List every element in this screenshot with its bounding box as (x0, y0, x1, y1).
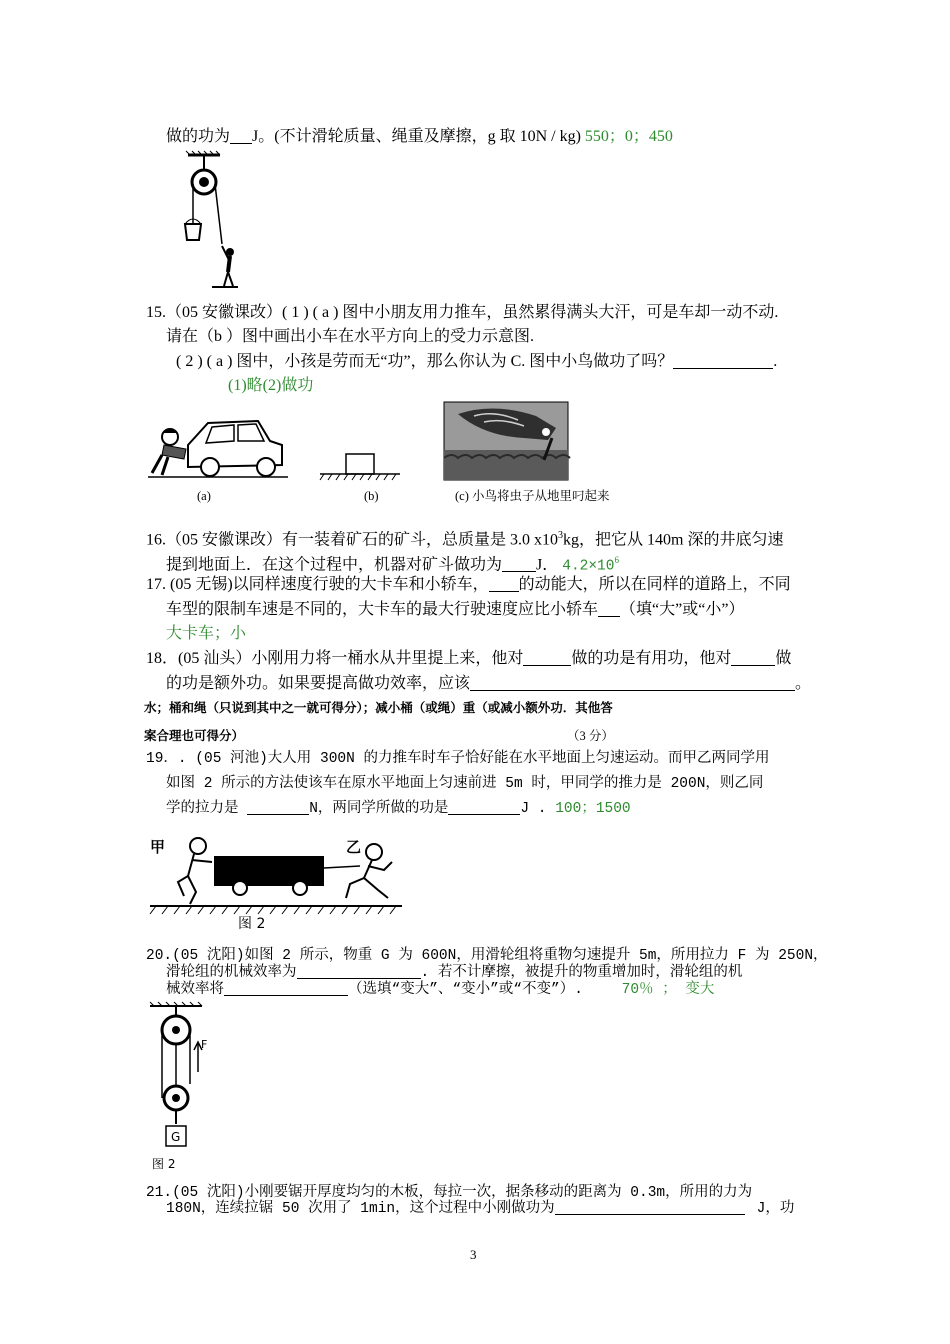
q19-figure-caption: 图 2 (238, 916, 266, 932)
q16-text-b: kg，把它从 140m 深的井底匀速 (563, 531, 784, 549)
q18-answer-line2: 案合理也可得分） (144, 729, 245, 743)
q14-continuation (166, 126, 673, 148)
q18-score: （3 分） (567, 729, 614, 743)
q17-line2 (166, 599, 744, 621)
q15-figure-a-car (148, 415, 288, 487)
q20-line3 (166, 979, 714, 1001)
q15-caption-a: (a) (197, 489, 211, 503)
q15-line2: 请在（b ）图中画出小车在水平方向上的受力示意图. (166, 328, 535, 345)
q19-line2: 如图 2 所示的方法使该车在原水平地面上匀速前进 5m 时，甲同学的推力是 200N，则乙同 (166, 776, 764, 792)
q15-line1: 15.（05 安徽课改）( 1 ) ( a ) 图中小朋友用力推车，虽然累得满头大汗，可是车却一动不动. (146, 304, 779, 321)
q19-line1: 19．. (05 河池)大人用 300N 的力推车时车子恰好能在水平地面上匀速运动。而甲乙两同学用 (146, 751, 770, 767)
q20-blank-2 (224, 979, 348, 996)
q15-blank (673, 352, 773, 369)
q18-line1 (146, 648, 791, 670)
q17-line1 (146, 574, 791, 596)
q21-line2 (166, 1198, 794, 1220)
q18-line2 (166, 673, 811, 695)
q14-text-suffix: J。(不计滑轮质量、绳重及摩擦，g 取 10N / kg) (252, 128, 581, 145)
q19-text-a: 学的拉力是 (166, 801, 248, 817)
q20-blank-1 (297, 962, 421, 979)
q18-text-a: 18．(05 汕头）小刚用力将一桶水从井里提上来，他对 (146, 650, 524, 667)
q20-text-b: . 若不计摩擦，被提升的物重增加时，滑轮组的机 (420, 965, 743, 981)
q20-figure-caption: 图 2 (152, 1157, 176, 1171)
q16-answer-exponent: 6 (614, 555, 619, 565)
q17-blank-2 (598, 600, 620, 617)
q20-text-a: 滑轮组的机械效率为 (166, 965, 297, 981)
q18-text-b: 做的功是有用功，他对 (571, 650, 732, 667)
q21-line1: 21.(05 沈阳)小刚要锯开厚度均匀的木板，每拉一次，据条移动的距离为 0.3m，所用的力为 (146, 1185, 753, 1201)
q14-blank (230, 127, 252, 144)
q19-text-c: J . (520, 801, 547, 817)
q18-blank-3 (470, 674, 795, 691)
q18-text-d: 的功是额外功。如果要提高做功效率，应该 (166, 675, 471, 692)
q16-text-d: J． (536, 556, 559, 574)
q21-text-b: J，功 (756, 1201, 795, 1217)
q16-answer: 4.2×10 (562, 558, 615, 575)
q15-answer: (1)略(2)做功 (228, 377, 314, 394)
q20-label-f: F (201, 1038, 208, 1051)
q16-text-a: 16.（05 安徽课改）有一装着矿石的矿斗，总质量是 3.0 x10 (146, 531, 559, 549)
q19-blank-2 (448, 798, 520, 815)
q17-text-d: （填“大”或“小”） (620, 601, 745, 618)
q17-text-b: 的动能大，所以在同样的道路上，不同 (518, 576, 791, 593)
q15-end: . (773, 353, 778, 370)
q19-cart-figure (150, 832, 410, 936)
q15-caption-b: (b) (364, 489, 379, 503)
page-number: 3 (470, 1247, 477, 1262)
q20-pulley-figure (148, 1002, 208, 1172)
q16-line1 (146, 525, 783, 551)
q15-line3 (176, 351, 777, 373)
q18-answer-line1: 水；桶和绳（只说到其中之一就可得分）；减小桶（或绳）重（或减小额外功．其他答 (144, 701, 613, 715)
q16-text-c: 提到地面上．在这个过程中，机器对矿斗做功为 (166, 556, 503, 574)
q19-label-jia: 甲 (150, 838, 166, 856)
q17-blank-1 (489, 575, 519, 592)
q20-text-c: 械效率将 (166, 982, 224, 998)
q21-text-a: 180N，连续拉锯 50 次用了 1min，这个过程中小刚做功为 (166, 1201, 555, 1217)
q20-label-g: G (171, 1130, 181, 1144)
q15-caption-c: (c) 小鸟将虫子从地里叼起来 (455, 489, 610, 503)
q14-pulley-figure (180, 152, 240, 292)
q21-blank (555, 1198, 745, 1215)
q17-text-a: 17. (05 无锡)以同样速度行驶的大卡车和小轿车， (146, 576, 489, 593)
q20-text-d: （选填“变大”、“变小”或“不变”）. (348, 982, 583, 998)
q19-answer: 100；1500 (555, 801, 631, 817)
q18-blank-1 (523, 649, 571, 666)
q18-text-e: 。 (795, 675, 812, 692)
q19-label-yi: 乙 (346, 838, 362, 856)
q15-question: ( 2 ) ( a ) 图中，小孩是劳而无“功”，那么你认为 C. 图中小鸟做功了吗？ (176, 353, 674, 370)
q16-exponent: 3 (558, 530, 564, 541)
q18-text-c: 做 (775, 650, 792, 667)
q20-line1: 20.(05 沈阳)如图 2 所示，物重 G 为 600N，用滑轮组将重物匀速提升 5m，所用拉力 F 为 250N， (146, 948, 828, 964)
q18-blank-2 (731, 649, 775, 666)
q17-answer: 大卡车；小 (166, 625, 247, 642)
q19-text-b: N，两同学所做的功是 (309, 801, 449, 817)
q16-blank (502, 555, 536, 572)
q14-text: 做的功为 (166, 128, 231, 145)
q15-figure-b-block (320, 448, 400, 482)
q19-blank-1 (247, 798, 309, 815)
q20-answer: 70％ ； 变大 (621, 982, 715, 998)
q17-text-c: 车型的限制车速是不同的，大卡车的最大行驶速度应比小轿车 (166, 601, 599, 618)
q14-answer: 550；0；450 (584, 128, 673, 145)
q19-line3 (166, 798, 631, 820)
q15-figure-c-bird-photo (444, 402, 568, 480)
